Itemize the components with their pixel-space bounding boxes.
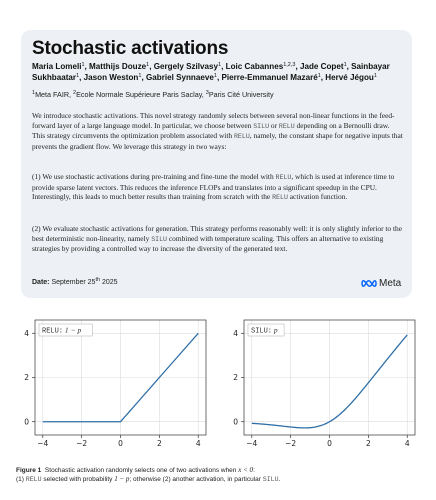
figure-caption: Figure 1 Stochastic activation randomly selects one of two activations when x < 0: (1) RELU selected with probability 1 − p; otherwise (2) another activation, in particular SILU. xyxy=(16,466,281,483)
x-tick-label: 4 xyxy=(404,439,410,448)
y-tick-label: 4 xyxy=(24,328,29,338)
author-list: Maria Lomeli$^1$, Matthijs Douze$^1$, Gergely Szilvasy$^1$, Loic Cabannes$^{1,2,3}$, Jade Copet$^1$, Sainbayar Sukhbaatar$^1$, Jason Weston$^1$, Gabriel Synnaeve$^1$, Pierre-Emmanuel Mazaré$^1$, Hervé Jégou$^1$ xyxy=(32,62,390,82)
affiliation: $^2$Ecole Normale Supérieure Paris Saclay xyxy=(73,90,202,99)
meta-logo-text: Meta xyxy=(379,278,402,289)
y-tick-label: 0 xyxy=(233,417,238,427)
y-tick-label: 4 xyxy=(233,328,238,338)
y-tick-label: 0 xyxy=(24,417,29,427)
paper-title: Stochastic activations xyxy=(32,38,229,59)
author-name: Matthijs Douze$^1$ xyxy=(89,62,150,71)
date-line: Date: September 25th 2025 xyxy=(32,277,118,286)
legend-label: SILU: p xyxy=(251,325,278,336)
x-tick-label: 4 xyxy=(195,439,201,448)
x-tick-label: 0 xyxy=(327,439,332,448)
y-tick-label: 2 xyxy=(233,373,238,383)
abstract-paragraph-3: (2) We evaluate stochastic activations for generation. This strategy performs reasonably well: it is only slightly inferior to the best deterministic non-linearity, namely SILU combined with temperature scaling. This offers an alternative to existing strategies by providing a controlled way to increase the diversity of the generated text. xyxy=(32,224,402,254)
author-name: Gabriel Synnaeve$^1$ xyxy=(145,72,217,82)
abstract-paragraph-1: We introduce stochastic activations. This novel strategy randomly selects between several non-linear functions in the feed-forward layer of a large language model. In particular, we choose between SILU or RELU depending on a Bernoulli draw. This strategy circumvents the optimization problem associated with RELU, namely, the constant shape for negative inputs that prevents the gradient flow. We leverage this strategy in two ways: xyxy=(32,111,403,151)
x-tick-label: −4 xyxy=(246,439,258,448)
author-name: Maria Lomeli$^1$ xyxy=(32,62,85,71)
author-name: Gergely Szilvasy$^1$ xyxy=(153,62,222,71)
x-tick-label: 2 xyxy=(156,439,162,448)
author-name: Loic Cabannes$^{1,2,3}$ xyxy=(225,62,296,71)
legend xyxy=(248,324,284,336)
x-tick-label: 2 xyxy=(365,439,371,448)
x-tick-label: −2 xyxy=(76,439,88,448)
author-name: Sainbayar Sukhbaatar$^1$ xyxy=(32,62,390,82)
y-tick-label: 2 xyxy=(24,373,29,383)
x-tick-label: −2 xyxy=(285,439,297,448)
x-tick-label: 0 xyxy=(118,439,123,448)
abstract-paragraph-2: (1) We use stochastic activations during pre-training and fine-tune the model with RELU, which is used at inference time to provide sparse latent vectors. This reduces the inference FLOPs and translates into a significant speedup in the CPU. Interestingly, this leads to much better results than training from scratch with the RELU activation function. xyxy=(32,172,395,202)
author-name: Jason Weston$^1$ xyxy=(83,72,142,82)
affiliation: $^1$Meta FAIR xyxy=(32,90,70,99)
affiliation: $^3$Paris Cité University xyxy=(205,90,274,99)
author-name: Hervé Jégou$^1$ xyxy=(325,72,377,82)
affiliations: $^1$Meta FAIR, $^2$Ecole Normale Supérieure Paris Saclay, $^3$Paris Cité University xyxy=(32,90,274,99)
author-name: Pierre-Emmanuel Mazaré$^1$ xyxy=(221,72,321,82)
x-tick-label: −4 xyxy=(37,439,49,448)
author-name: Jade Copet$^1$ xyxy=(299,62,347,71)
legend-label: RELU: 1 − p xyxy=(42,325,82,336)
